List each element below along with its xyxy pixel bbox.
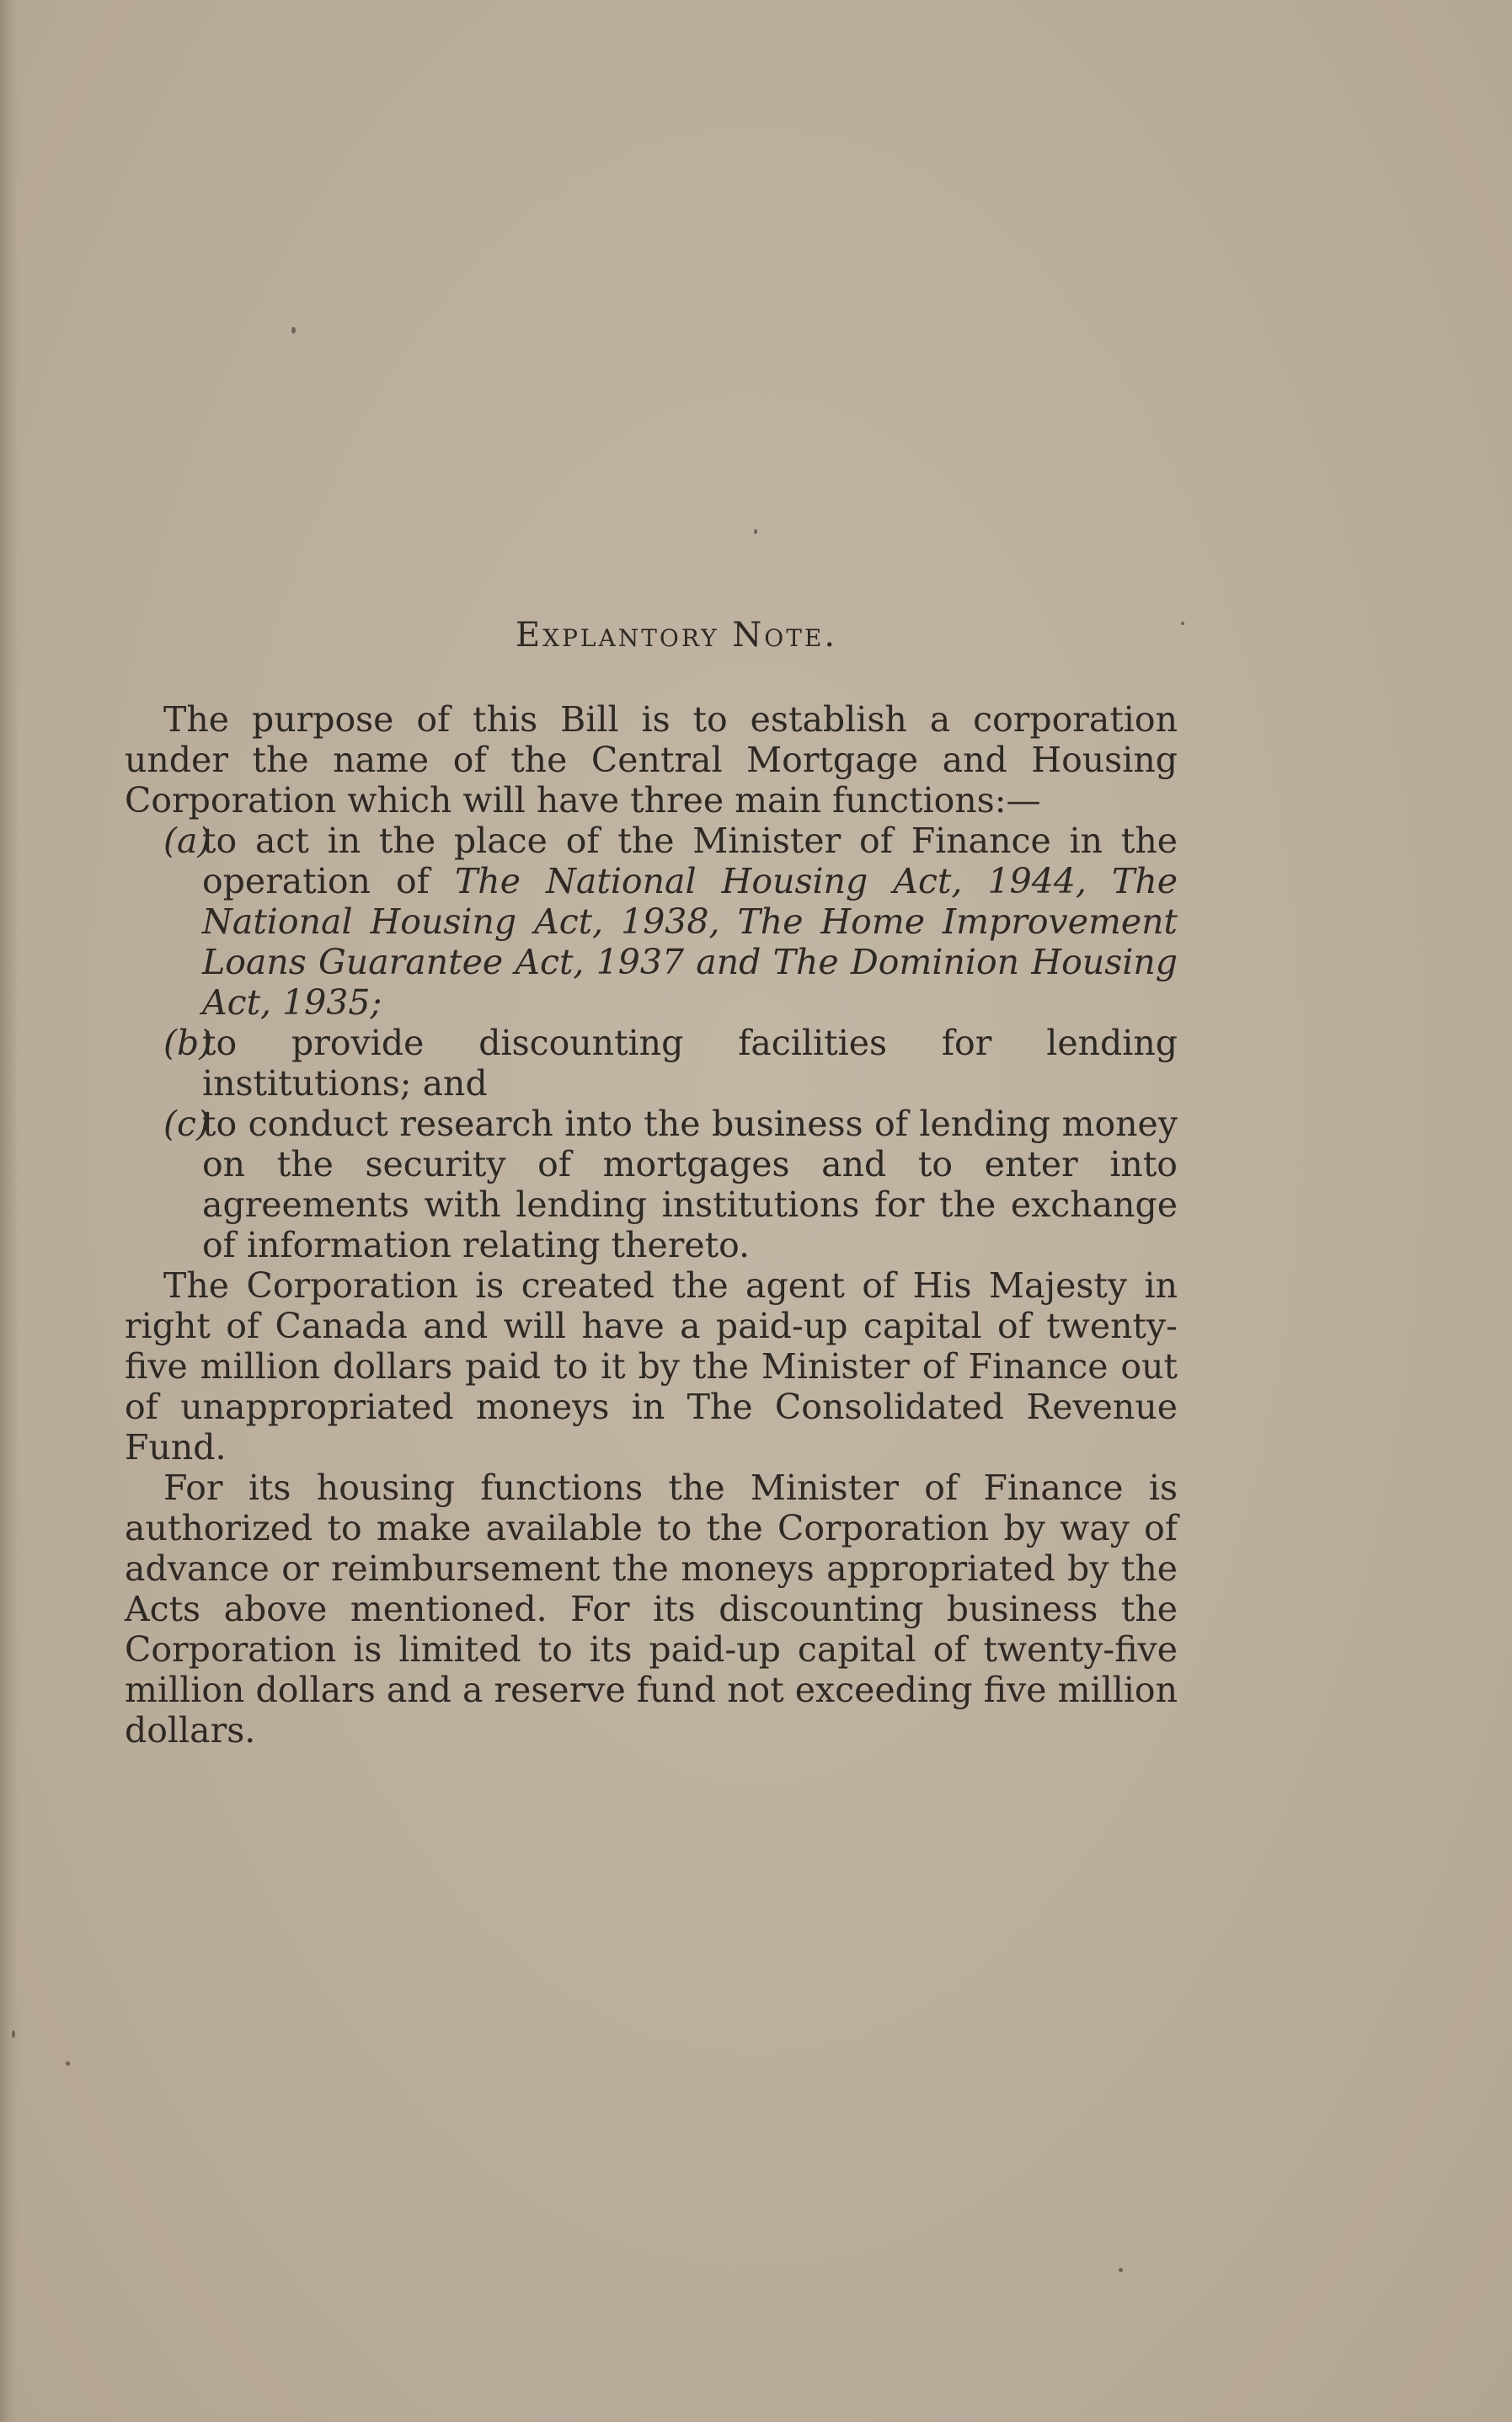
- funding-paragraph: For its housing functions the Minister of Finance is authorized to make available to the Corporation by way of advance or reimbursement the moneys appropriated by the Acts above mentioned. For its discounting business the Corporation is limited to its paid-up capital of twenty-five million dollars and a reserve fund not exceeding five million dollars.: [125, 1468, 1178, 1751]
- item-marker-b: (b): [163, 1023, 213, 1063]
- item-c-text: to conduct research into the business of lending money on the security of mortgages and to enter into agreements with lending institutions for the exchange of information relating thereto.: [202, 1104, 1178, 1265]
- paper-speck: [754, 529, 757, 534]
- explanatory-note: [125, 615, 1178, 1751]
- item-marker-c: (c): [163, 1104, 210, 1144]
- paper-speck: [291, 327, 296, 334]
- paper-speck: [1181, 622, 1184, 625]
- function-item-c: [125, 1104, 1178, 1265]
- paper-speck: [12, 2030, 15, 2038]
- item-marker-a: (a): [163, 821, 211, 861]
- intro-paragraph: The purpose of this Bill is to establish a corporation under the name of the Central Mortgage and Housing Corporation which will have three main functions:—: [125, 699, 1178, 821]
- item-a-text: to act in the place of the Minister of Finance in the operation of: [202, 821, 1178, 901]
- note-heading: Explantory Note.: [515, 616, 838, 655]
- function-item-b: [125, 1023, 1178, 1104]
- paper-speck: [1119, 2268, 1123, 2272]
- item-b-text: to provide discounting facilities for lending institutions; and: [202, 1023, 1178, 1104]
- agent-paragraph: The Corporation is created the agent of His Majesty in right of Canada and will have a paid-up capital of twenty-five million dollars paid to it by the Minister of Finance out of unappropriated moneys in The Consolidated Revenue Fund.: [125, 1265, 1178, 1468]
- function-item-a: [125, 821, 1178, 1023]
- page-left-edge: [0, 0, 19, 2422]
- item-a-acts: The National Housing Act, 1944, The National Housing Act, 1938, The Home Improvement Loans Guarantee Act, 1937 and The Dominion Housing Act, 1935;: [202, 861, 1178, 1023]
- paper-speck: [66, 2061, 70, 2066]
